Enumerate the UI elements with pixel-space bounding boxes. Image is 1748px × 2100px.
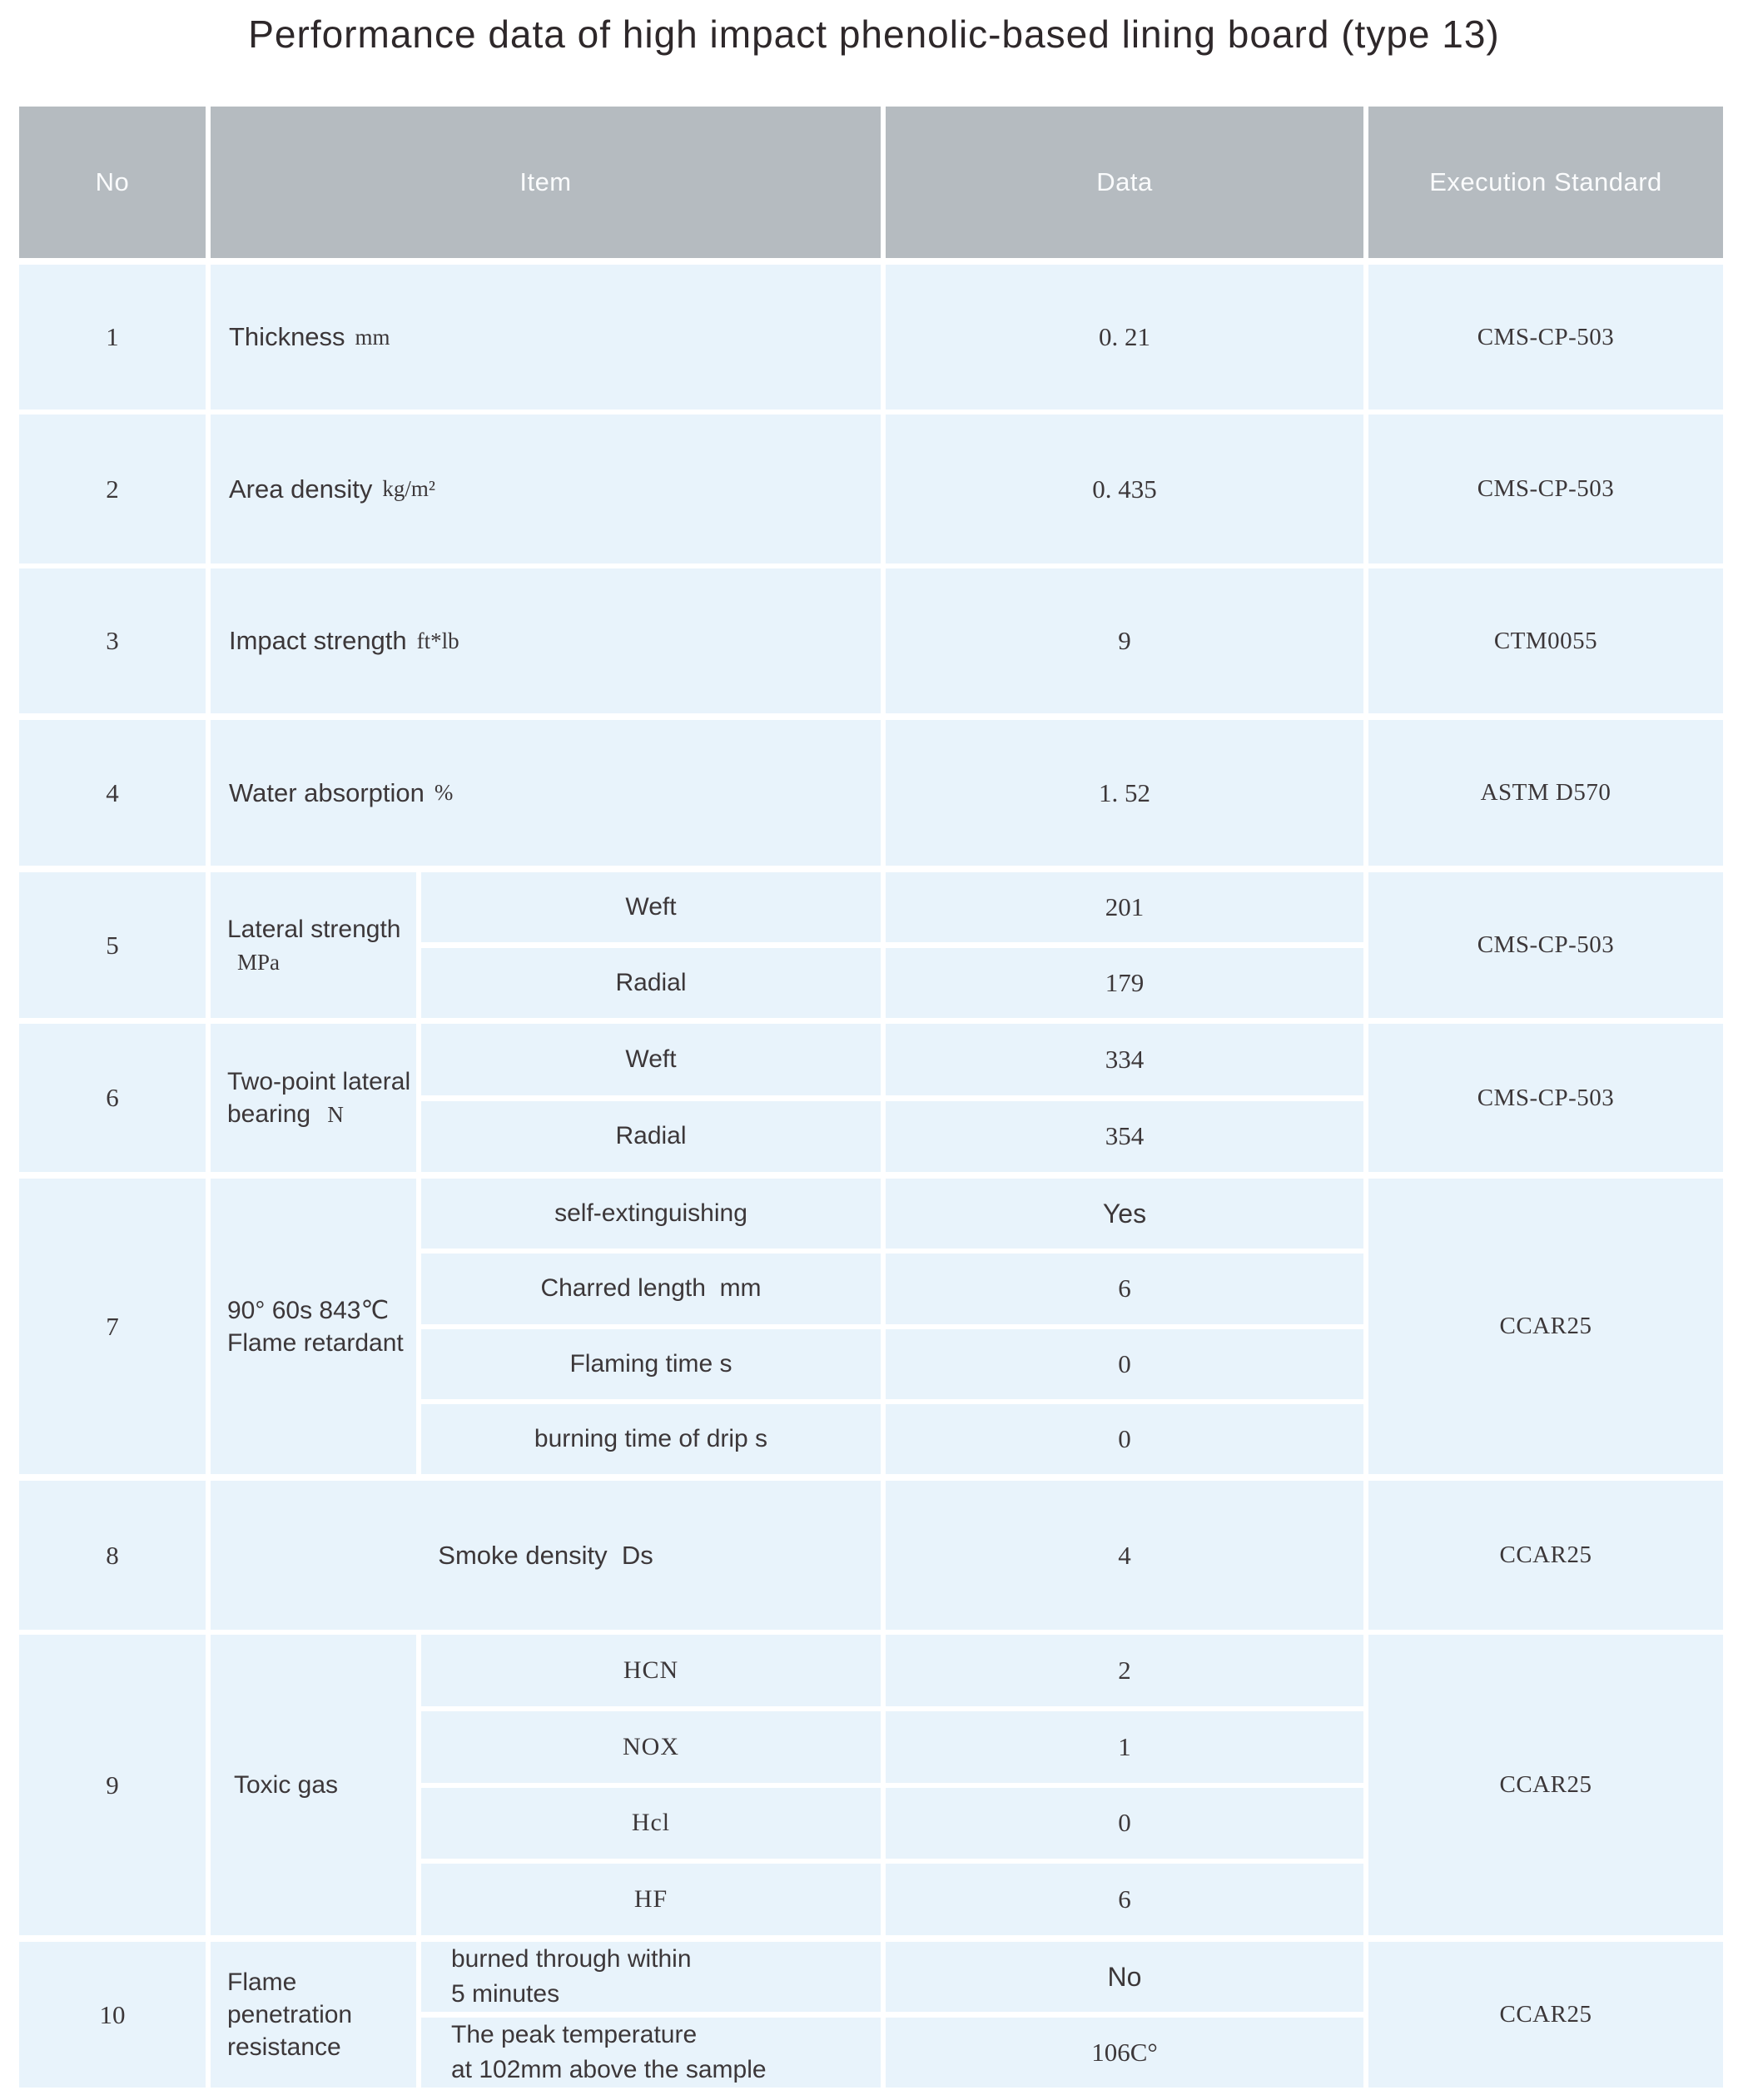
sub-value-column xyxy=(886,1024,1363,1172)
sub-label-line: at 102mm above the sample xyxy=(451,2056,767,2083)
row-no: 10 xyxy=(19,1942,206,2088)
row-no: 7 xyxy=(19,1179,206,1474)
sub-label-cell: NOX xyxy=(421,1711,881,1783)
row-no: 4 xyxy=(19,720,206,866)
item-label: Area density xyxy=(229,474,373,504)
item-unit: N xyxy=(327,1102,344,1127)
sub-label-cell: HCN xyxy=(421,1635,881,1706)
sub-value-cell: No xyxy=(886,1942,1363,2012)
data-cell: 0. 21 xyxy=(886,265,1363,410)
sub-value-cell: 106C° xyxy=(886,2018,1363,2088)
sub-label-line: burned through within xyxy=(451,1945,692,1973)
table-row xyxy=(19,1635,1723,1935)
table-row xyxy=(19,1024,1723,1172)
sub-label-column xyxy=(421,1179,881,1474)
item-unit: kg/m² xyxy=(382,476,435,501)
sub-value-cell: 354 xyxy=(886,1101,1363,1173)
sub-value-cell: 6 xyxy=(886,1864,1363,1935)
sub-label-cell: Weft xyxy=(421,1024,881,1095)
row-no: 3 xyxy=(19,568,206,713)
row-no: 5 xyxy=(19,872,206,1018)
sub-label-column xyxy=(421,1942,881,2088)
standard-cell: CCAR25 xyxy=(1368,1179,1723,1474)
data-cell: 1. 52 xyxy=(886,720,1363,866)
item-unit: % xyxy=(434,780,454,805)
sub-value-column xyxy=(886,1942,1363,2088)
sub-value-cell: 201 xyxy=(886,872,1363,942)
sub-value-cell: 0 xyxy=(886,1329,1363,1399)
standard-cell: CCAR25 xyxy=(1368,1942,1723,2088)
table-row xyxy=(19,720,1723,866)
header-cell-data: Data xyxy=(886,107,1363,258)
sub-label-cell: Hcl xyxy=(421,1788,881,1859)
item-group-label xyxy=(227,1065,418,1130)
table-row xyxy=(19,568,1723,713)
sub-value-cell: Yes xyxy=(886,1179,1363,1249)
standard-cell: CCAR25 xyxy=(1368,1481,1723,1630)
standard-cell: CCAR25 xyxy=(1368,1635,1723,1935)
item-group-label-cell xyxy=(211,1024,416,1172)
item-group-label-cell xyxy=(211,1635,416,1935)
item-group-label-cell xyxy=(211,1179,416,1474)
sub-value-cell: 334 xyxy=(886,1024,1363,1095)
row-no: 1 xyxy=(19,265,206,410)
sub-label-cell: Flaming time s xyxy=(421,1329,881,1399)
standard-cell: CTM0055 xyxy=(1368,568,1723,713)
row-no: 6 xyxy=(19,1024,206,1172)
sub-label-cell: Weft xyxy=(421,872,881,942)
sub-label-line: 5 minutes xyxy=(451,1980,560,2008)
row-no: 2 xyxy=(19,415,206,563)
sub-value-cell: 2 xyxy=(886,1635,1363,1706)
item-group-label: 90° 60s 843℃ Flame retardant xyxy=(227,1296,404,1357)
item-cell xyxy=(211,415,881,563)
table-row xyxy=(19,1179,1723,1474)
item-label: Impact strength xyxy=(229,626,407,655)
item-label: Water absorption xyxy=(229,777,425,807)
sub-value-column xyxy=(886,872,1363,1018)
item-cell xyxy=(211,265,881,410)
sub-value-cell: 0 xyxy=(886,1788,1363,1859)
item-cell xyxy=(211,720,881,866)
table-row xyxy=(19,1942,1723,2088)
item-unit: mm xyxy=(355,324,390,350)
sub-value-cell: 0 xyxy=(886,1404,1363,1474)
item-label: Thickness xyxy=(229,322,345,351)
header-cell-item: Item xyxy=(211,107,881,258)
data-cell: 9 xyxy=(886,568,1363,713)
sub-label-lines xyxy=(451,1942,692,2012)
item-label: Smoke density Ds xyxy=(438,1540,653,1570)
sub-label-cell: Radial xyxy=(421,948,881,1018)
sub-label-line: The peak temperature xyxy=(451,2021,698,2048)
table-row xyxy=(19,1481,1723,1630)
table-row xyxy=(19,415,1723,563)
item-group-label: Flame penetration resistance xyxy=(227,1968,360,2061)
sub-value-cell: 6 xyxy=(886,1254,1363,1323)
sub-label-cell: self-extinguishing xyxy=(421,1179,881,1249)
item-group-label-cell xyxy=(211,1942,416,2088)
header-cell-standard: Execution Standard xyxy=(1368,107,1723,258)
sub-label-cell: burning time of drip s xyxy=(421,1404,881,1474)
sub-value-cell: 1 xyxy=(886,1711,1363,1783)
row-no: 8 xyxy=(19,1481,206,1630)
sub-label-cell xyxy=(421,1942,881,2012)
standard-cell: ASTM D570 xyxy=(1368,720,1723,866)
sub-label-lines xyxy=(451,2018,767,2088)
item-group-label: Toxic gas xyxy=(234,1771,339,1799)
standard-cell: CMS-CP-503 xyxy=(1368,1024,1723,1172)
item-label: Two-point lateral bearing xyxy=(227,1068,418,1128)
row-no: 9 xyxy=(19,1635,206,1935)
sub-label-column xyxy=(421,1024,881,1172)
table-row xyxy=(19,872,1723,1018)
performance-table xyxy=(19,107,1723,2088)
sub-label-column xyxy=(421,872,881,1018)
sub-label-cell: Radial xyxy=(421,1101,881,1173)
data-cell: 0. 435 xyxy=(886,415,1363,563)
sub-label-cell: Charred length mm xyxy=(421,1254,881,1323)
standard-cell: CMS-CP-503 xyxy=(1368,415,1723,563)
page-title: Performance data of high impact phenolic-based lining board (type 13) xyxy=(248,12,1500,56)
data-cell: 4 xyxy=(886,1481,1363,1630)
item-group-label-cell xyxy=(211,872,416,1018)
sub-value-column xyxy=(886,1179,1363,1474)
item-cell xyxy=(211,1481,881,1630)
sub-value-cell: 179 xyxy=(886,948,1363,1018)
table-row xyxy=(19,265,1723,410)
standard-cell: CMS-CP-503 xyxy=(1368,872,1723,1018)
header-row xyxy=(19,107,1723,258)
item-group-label xyxy=(227,913,413,978)
sub-label-column xyxy=(421,1635,881,1935)
sub-label-cell xyxy=(421,2018,881,2088)
item-unit: MPa xyxy=(237,949,281,975)
item-unit: ft*lb xyxy=(416,628,459,653)
sub-label-cell: HF xyxy=(421,1864,881,1935)
item-label: Lateral strength xyxy=(227,915,401,943)
sub-value-column xyxy=(886,1635,1363,1935)
header-cell-no: No xyxy=(19,107,206,258)
item-cell xyxy=(211,568,881,713)
standard-cell: CMS-CP-503 xyxy=(1368,265,1723,410)
